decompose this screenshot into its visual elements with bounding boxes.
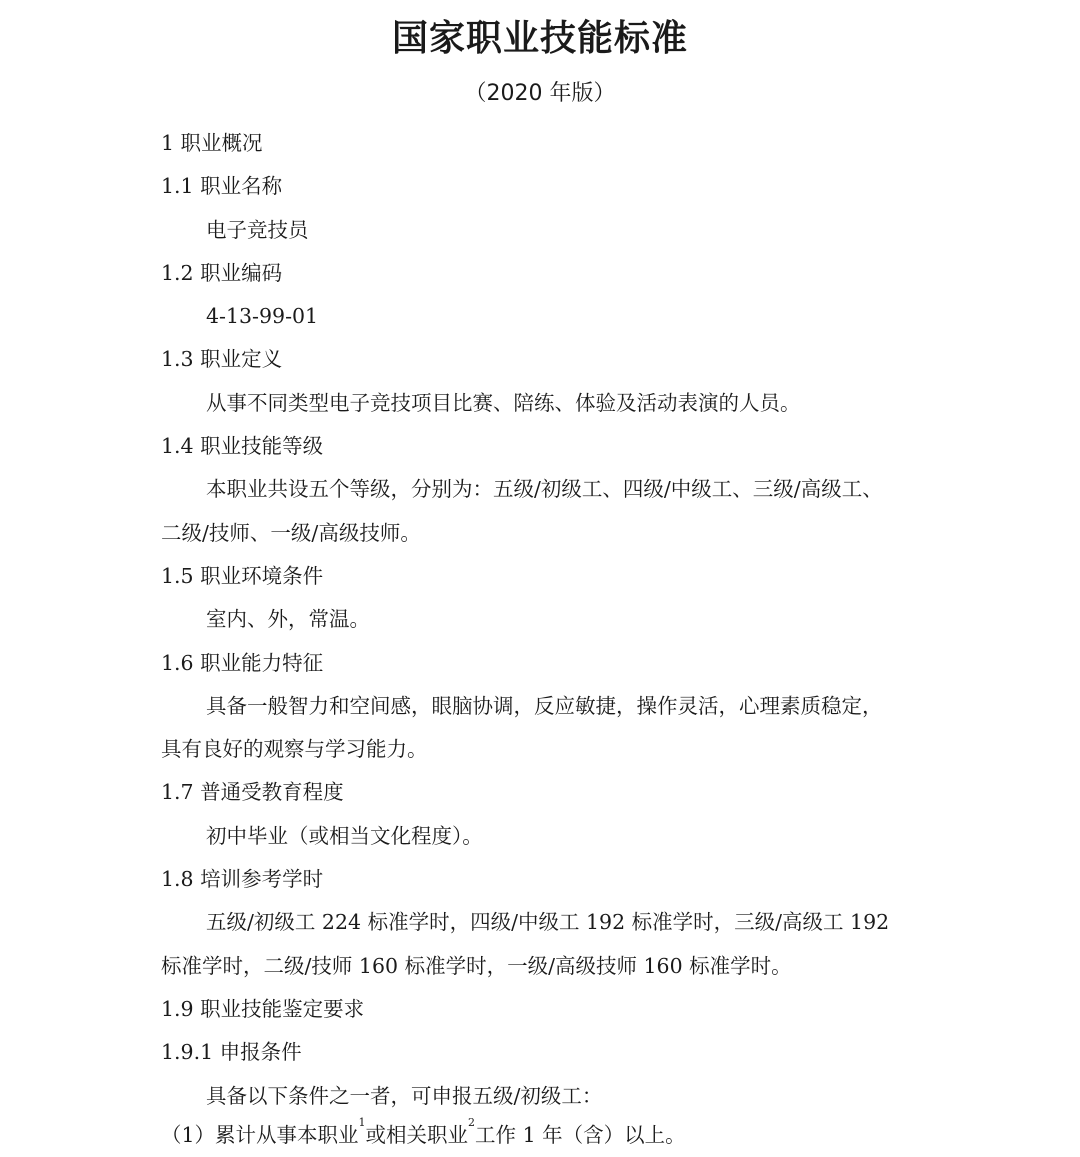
paragraph-line: 4-13-99-01 bbox=[206, 304, 319, 329]
paragraph-line: 室内、外，常温。 bbox=[206, 607, 370, 632]
document-subtitle: （2020 年版） bbox=[464, 81, 616, 106]
footnote-marker: 1 bbox=[358, 1116, 366, 1130]
footnote-marker: 2 bbox=[468, 1116, 476, 1130]
subsection-heading: 1.5 职业环境条件 bbox=[161, 563, 324, 588]
paragraph-line: 具备一般智力和空间感，眼脑协调，反应敏捷，操作灵活，心理素质稳定， bbox=[206, 693, 883, 718]
subsection-heading: 1.3 职业定义 bbox=[161, 347, 283, 372]
paragraph-line: 从事不同类型电子竞技项目比赛、陪练、体验及活动表演的人员。 bbox=[206, 390, 801, 415]
paragraph-line: 本职业共设五个等级，分别为：五级/初级工、四级/中级工、三级/高级工、 bbox=[206, 477, 883, 502]
clipped-text-part: 或相关职业 bbox=[365, 1123, 469, 1147]
subsection-heading: 1.2 职业编码 bbox=[161, 260, 283, 285]
subsection-heading: 1.6 职业能力特征 bbox=[161, 650, 324, 675]
clipped-text-part: 工作 1 年（含）以上。 bbox=[475, 1123, 686, 1147]
subsection-heading: 1.7 普通受教育程度 bbox=[161, 780, 344, 805]
subsection-heading: 1.4 职业技能等级 bbox=[161, 434, 324, 459]
clipped-paragraph-line bbox=[161, 1114, 686, 1157]
paragraph-line: 五级/初级工 224 标准学时，四级/中级工 192 标准学时，三级/高级工 192 bbox=[206, 910, 890, 935]
subsection-heading: 1.8 培训参考学时 bbox=[161, 867, 324, 892]
subsection-heading: 1.1 职业名称 bbox=[161, 174, 283, 199]
section-heading: 1 职业概况 bbox=[161, 131, 263, 155]
paragraph-line: 具备以下条件之一者，可申报五级/初级工： bbox=[206, 1083, 603, 1108]
document-body bbox=[161, 122, 931, 1118]
clipped-text-part: （1）累计从事本职业 bbox=[161, 1123, 359, 1147]
paragraph-continuation: 二级/技师、一级/高级技师。 bbox=[161, 520, 421, 545]
paragraph-line: 初中毕业（或相当文化程度）。 bbox=[206, 823, 483, 848]
subsection-heading: 1.9 职业技能鉴定要求 bbox=[161, 996, 365, 1021]
document-title: 国家职业技能标准 bbox=[391, 18, 688, 59]
subsubsection-heading: 1.9.1 申报条件 bbox=[161, 1040, 302, 1065]
paragraph-line: 电子竞技员 bbox=[206, 217, 309, 242]
paragraph-continuation: 标准学时，二级/技师 160 标准学时，一级/高级技师 160 标准学时。 bbox=[161, 953, 792, 978]
paragraph-continuation: 具有良好的观察与学习能力。 bbox=[161, 737, 428, 762]
